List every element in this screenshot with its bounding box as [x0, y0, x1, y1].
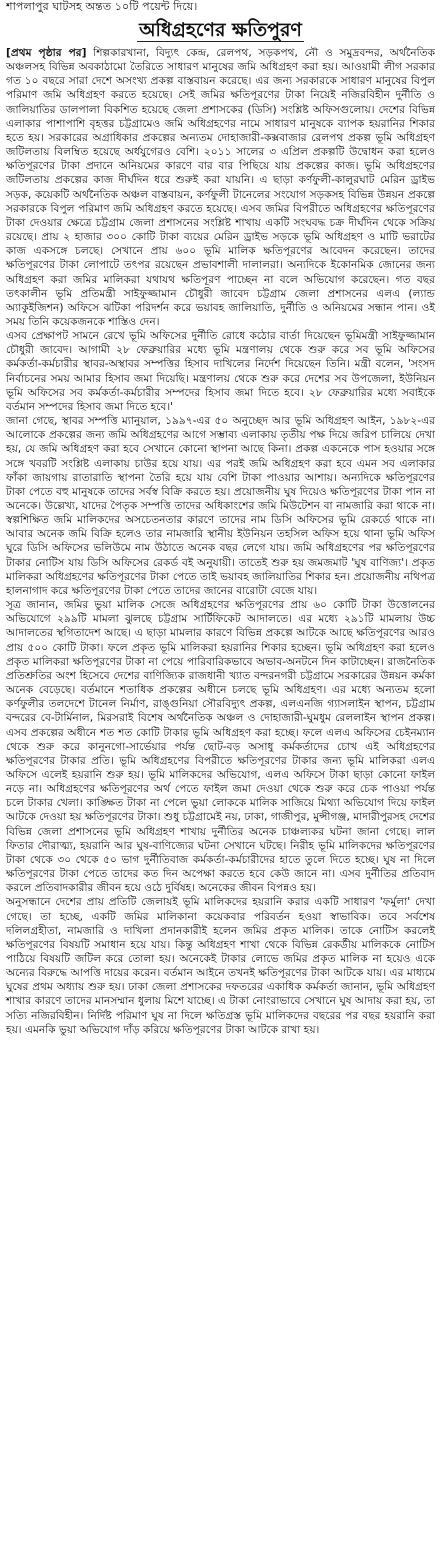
paragraph: [6, 46, 435, 329]
paragraph: [6, 414, 435, 598]
paragraph-text: এসব প্রেক্ষাপট সামনে রেখে ভূমি অফিসের দুর্নীতি রোধে কঠোর বার্তা দিয়েছেন ভূমিমন্ত্রী সাইফুজ্জামান চৌধুরী জাবেদ। আগামী ২৮ ফেব্রুয়ারির মধ্যে ভূমি মন্ত্রণালয় থেকে শুরু করে সব ভূমি অফিসের কর্মকর্তা-কর্মচারীর স্থাবর-অস্থাবর সম্পত্তির হিসাব দাখিলের নির্দেশ দিয়েছেন তিনি। মন্ত্রী বলেন, 'সংসদ নির্বাচনের সময় আমার হিসাব জমা দিয়েছি। মন্ত্রণালয় থেকে শুরু করে দেশের সব উপজেলা, ইউনিয়ন ভূমি অফিসের সব কর্মকর্তা-কর্মচারীর সম্পদের হিসাব জমা দিতে হবে। ২৮ ফেব্রুয়ারির মধ্যে সবাইকে বর্তমান সম্পদের হিসাব জমা দিতে হবে।': [6, 330, 435, 413]
paragraph-text: অনুসন্ধানে দেশের প্রায় প্রতিটি জেলায়ই ভূমি মালিকদের হয়রানি করার একটি সাধারণ 'ফর্মুলা' দেখা গেছে। তা হচ্ছে, একটি জমির মালিকানা কয়েকবার পরিবর্তন হওয়া স্বাভাবিক। তবে সর্বশেষ দলিলগ্রহীতা, নামজারি ও দাখিলা প্রদানকারীই হলেন জমির প্রকৃত মালিক। তাকে নোটিস করলেই ক্ষতিপূরণের বিষয়টি সমাধান হয়ে যায়। কিন্তু অধিগ্রহণ শাখা থেকে বিভিন্ন রেকর্ডীয় মালিককে নোটিস পাঠিয়ে বিষয়টি জটিল করে তোলা হয়। অনেকেই টাকার লোভে জমির প্রকৃত মালিক না হয়েও একে অন্যের বিরুদ্ধে আপত্তি দায়ের করেন। বর্তমান আইনে তখনই ক্ষতিপূরণের টাকা আটকে যায়। এর মাধ্যমে ঘুষের প্রথম অধ্যায় শুরু হয়। ঢাকা জেলা প্রশাসকের দফতরের একাধিক কর্মকর্তা জানান, ভূমি অধিগ্রহণ শাখার কারণে তাদের মানসম্মান ধুলায় মিশে যাচ্ছে। এ টাকা নোংরাভাবে সেখানে ঘুষ আদায় করা হয়, তা সত্যি নজিরবিহীন। নির্দিষ্ট পরিমাণ ঘুষ না দিলে ক্ষতিগ্রস্ত ভূমি মালিকদের বছরের পর বছর হয়রানি করা হয়। এমনকি ভুয়া অভিযোগ দাঁড় করিয়ে ক্ষতিপূরণের টাকা আটকে রাখা হয়।: [6, 896, 435, 1036]
paragraph-text: জানা গেছে, স্থাবর সম্পত্তি ম্যানুয়াল, ১৯৯৭-এর ৫০ অনুচ্ছেদ আর ভূমি অধিগ্রহণ আইন, ১৯৮২-এর আলোকে প্রকল্পের জন্য জমি অধিগ্রহণের আগে সম্ভাব্য এলাকায় তৃতীয় পক্ষ দিয়ে জরিপ চালিয়ে দেখা হয়, যে জমি অধিগ্রহণ করা হবে সেখানে কোনো স্থাপনা আছে কিনা। প্রকল্প একনেকে পাস হওয়ার সঙ্গে সঙ্গে খবরটি সংশ্লিষ্ট এলাকায় চাউর হয়ে যায়। এর পরই জমি অধিগ্রহণ করা হবে এমন সব এলাকার ফাঁকা জায়গায় রাতারাতি স্থাপনা তৈরি হয়ে যায় বেশি টাকা পাওয়ার আশায়। অন্যদিকে ক্ষতিপূরণের টাকা পেতে বহু মানুষকে তাদের সর্বস্ব বিক্রি করতে হয়। প্রয়োজনীয় ঘুষ দিয়েও ক্ষতিপূরণের টাকা পান না অনেকে। উল্লেখ্য, যাদের পৈতৃক সম্পত্তি তাদের অধিকাংশের জমি মিউটেশন বা নামজারি করা থাকে না। স্বল্পশিক্ষিত জমি মালিকদের অসচেতনতার কারণে তাদের নাম ডিসি অফিসের ভূমি রেকর্ডে থাকে না। আবার অনেক জমি বিক্রি হলেও তার নামজারি স্থানীয় ইউনিয়ন তহসিল অফিস হয়ে থানা ভূমি অফিস ঘুরে ডিসি অফিসের ভলিউমে নাম উঠাতে অনেক বছর লেগে যায়। জমি অধিগ্রহণের পর ক্ষতিপূরণের টাকার নোটিস যায় ডিসি অফিসের রেকর্ড বই অনুযায়ী। তাতেই শুরু হয় জমজমাট 'ঘুষ বাণিজ্য'। প্রকৃত মালিকরা অধিগ্রহণের ক্ষতিপূরণের টাকা পেতে তাই ভয়াবহ জালিয়াতির শিকার হন। প্রয়োজনীয় নথিপত্র হালনাগাদ করে ক্ষতিপূরণের টাকা পেতে তাদের জানের বারোটা বেজে যায়।: [6, 415, 435, 597]
continuation-marker: [প্রথম পৃষ্ঠার পর]: [6, 47, 87, 59]
paragraph: [6, 329, 435, 414]
paragraph-text: সূত্র জানান, জমির ভুয়া মালিক সেজে অধিগ্রহণের ক্ষতিপূরণের প্রায় ৬০ কোটি টাকা উত্তোলনের অভিযোগে ২৯৯টি মামলা ঝুলছে চট্টগ্রাম সার্টিফিকেট আদালতে। এর মধ্যে ২৯১টি মামলায় উচ্চ আদালতের স্থগিতাদেশ আছে। এ ছাড়া মামলার কারণে বিভিন্ন প্রকল্পে আটকে আছে ক্ষতিপূরণের আরও প্রায় ৫০০ কোটি টাকা। ফলে প্রকৃত ভূমি মালিকরা হয়রানির শিকার হচ্ছেন। ভূমি অধিগ্রহণ করা হলেও প্রকৃত মালিকরা ক্ষতিপূরণের টাকা না পেয়ে পারিবারিকভাবে অভাব-অনটনে দিন কাটাচ্ছেন। রাজনৈতিক প্রতিশ্রুতির অংশ হিসেবে দেশের বাণিজ্যিক রাজধানী খ্যাত বন্দরনগরী চট্টগ্রামে সরকারের উন্নয়ন কর্মকা অনেক বেড়েছে। বর্তমানে শতাধিক প্রকল্পের অধীনে চলছে ভূমি অধিগ্রহণ। এর মধ্যে অন্যতম হলো কর্ণফুলীর তলদেশে টানেল নির্মাণ, রাঙ্গুনিয়া সৌরবিদ্যুৎ প্রকল্প, এলএনজি গ্যাসলাইন স্থাপন, চট্টগ্রাম বন্দরের বে-টার্মিনাল, মিরসরাই বিশেষ অর্থনৈতিক অঞ্চল ও দোহাজারী-ঘুমধুম রেললাইন স্থাপন প্রকল্প। এসব প্রকল্পের অধীনে শত শত কোটি টাকার ভূমি অধিগ্রহণ করা হচ্ছে। ফলে এলএ অফিসের চেইনম্যান থেকে শুরু করে কানুনগো-সার্ভেয়ার পর্যন্ত ছোট-বড় অসাধু কর্মকর্তাদের চোখ এই অধিগ্রহণের ক্ষতিপূরণের টাকার প্রতি। ভূমি অধিগ্রহণের বিপরীতে ক্ষতিপূরণের টাকার জন্য ভূমি মালিকরা এলএ অফিসে এলেই হয়রানি শুরু হয়। ভূমি মালিকদের অভিযোগ, এলএ অফিসে টাকা ছাড়া কোনো ফাইল নড়ে না। অধিগ্রহণের ক্ষতিপূরণের অর্থ পেতে ফাইল জমা দেওয়া থেকে শুরু করে চেক পাওয়া পর্যন্ত চলে টাকার খেলা। কাঙ্ক্ষিত টাকা না পেলে ভুয়া লোককে মালিক সাজিয়ে মিথ্যা অভিযোগ দিয়ে ফাইল আটকে দেওয়া হয় ক্ষতিপূরণের টাকা। শুধু চট্টগ্রামেই নয়, ঢাকা, গাজীপুর, মুন্সীগঞ্জ, মাদারীপুরসহ দেশের বিভিন্ন জেলা প্রশাসনের ভূমি অধিগ্রহণ শাখায় দুর্নীতির অনেক চাঞ্চল্যকর ঘটনা জানা গেছে। লাল ফিতার দৌরাত্ম্য, হয়রানি আর ঘুষ-বাণিজ্যের ঘটনা সেখানে ঘটছে। নিরীহ ভূমি মালিকদের ক্ষতিপূরণের টাকা থেকে ৩০ থেকে ৫০ ভাগ দুর্নীতিবাজ কর্মকর্তা-কর্মচারীদের হাতে তুলে দিতে হচ্ছে। ঘুষ না দিলে ক্ষতিপূরণের টাকা পেতে তাদের কত দিন অপেক্ষা করতে হবে কেউ জানে না। এসব দুর্নীতির প্রতিবাদ করলে প্রতিবাদকারীর জীবন হয়ে ওঠে দুর্বিষহ। অনেকের জীবন বিপন্নও হয়।: [6, 599, 436, 895]
paragraph-text: শিল্পকারখানা, বিদ্যুৎ কেন্দ্র, রেলপথ, সড়কপথ, নৌ ও সমুদ্রবন্দর, অর্থনৈতিক অঞ্চলসহ বিভিন্ন অবকাঠামো তৈরিতে সাধারণ মানুষের জমি অধিগ্রহণ করা হয়। আওয়ামী লীগ সরকার গত ১০ বছরে সারা দেশে অসংখ্য প্রকল্প বাস্তবায়ন করেছে। এর জন্য সরকারকে সাধারণ মানুষের বিপুল পরিমাণ জমি অধিগ্রহণ করতে হয়েছে। সেই জমির ক্ষতিপূরণের টাকা নিয়েই নজিরবিহীন দুর্নীতি ও জালিয়াতির ডালপালা বিকশিত হয়েছে জেলা প্রশাসকের (ডিসি) সংশ্লিষ্ট অফিসগুলোয়। দেশের বিভিন্ন এলাকার পাশাপাশি বৃহত্তর চট্টগ্রামেও জমি অধিগ্রহণের নামে সাধারণ মানুষকে ব্যাপক হয়রানির শিকার হতে হয়। সরকারের অগ্রাধিকার প্রকল্পের অন্যতম দোহাজারী-কক্সবাজার রেলপথ প্রকল্প ভূমি অধিগ্রহণ জটিলতায় বিলম্বিত হয়েছে অর্ধযুগেরও বেশি। ২০১১ সালের ৩ এপ্রিল প্রকল্পটি উদ্বোধন করা হলেও ক্ষতিপূরণের টাকা প্রদানে অনিয়মের কারণে বার বার পিছিয়ে যায় প্রকল্পের কাজ। ভূমি অধিগ্রহণের জটিলতায় প্রকল্পের কাজ দীর্ঘদিন ধরে শুরুই করা যায়নি। এ ছাড়া কর্ণফুলী-কালুরঘাট মেরিন ড্রাইভ সড়ক, কয়েকটি অর্থনৈতিক অঞ্চল বাস্তবায়ন, কর্ণফুলী টানেলের সংযোগ সড়কসহ বিভিন্ন উন্নয়ন প্রকল্পে সরকারকে বিপুল পরিমাণ জমি অধিগ্রহণ করতে হয়েছে। এসব জমির বিপরীতে অধিগ্রহণের ক্ষতিপূরণের টাকা দেওয়ার ক্ষেত্রে চট্টগ্রাম জেলা প্রশাসনের সংশ্লিষ্ট শাখায় একটি সংঘবদ্ধ চক্র দীর্ঘদিন থেকে সক্রিয় রয়েছে। প্রায় ২ হাজার ৩০০ কোটি টাকা ব্যয়ের মেরিন ড্রাইভ সড়কে ভূমি অধিগ্রহণ ও মাটি ভরাটের কাজ একসঙ্গে চলছে। সেখানে প্রায় ৬০০ ভূমি মালিক ক্ষতিপূরণের আবেদন করেছেন। তাদের ক্ষতিপূরণের টাকা লোপাটে তৎপর রয়েছেন প্রভাবশালী দালালরা। অন্যদিকে ইকোনমিক জোনের জন্য অধিগ্রহণ করা জমির মালিকরা যথাযথ ক্ষতিপূরণ পাচ্ছেন না বলে অভিযোগ করেছেন। গত বছর তৎকালীন ভূমি প্রতিমন্ত্রী সাইফুজ্জামান চৌধুরী জাবেদ চট্টগ্রাম জেলা প্রশাসনের এলএ (ল্যান্ড অ্যাকুইজিশন) অফিসে ঝটিকা পরিদর্শন করে ভয়াবহ জালিয়াতি, দুর্নীতি ও অনিয়মের সন্ধান পান। ওই সময় তিনি কয়েকজনকে শাস্তিও দেন।: [6, 47, 435, 328]
headline-text: অধিগ্রহণের ক্ষতিপুরণ: [139, 19, 302, 41]
headline: [6, 18, 435, 42]
paragraph: [6, 598, 435, 895]
paragraph: [6, 895, 435, 1037]
continued-line: শাপলাপুর ঘাটসহ অন্তত ১০টি পয়েন্ট দিয়ে।: [6, 0, 198, 13]
